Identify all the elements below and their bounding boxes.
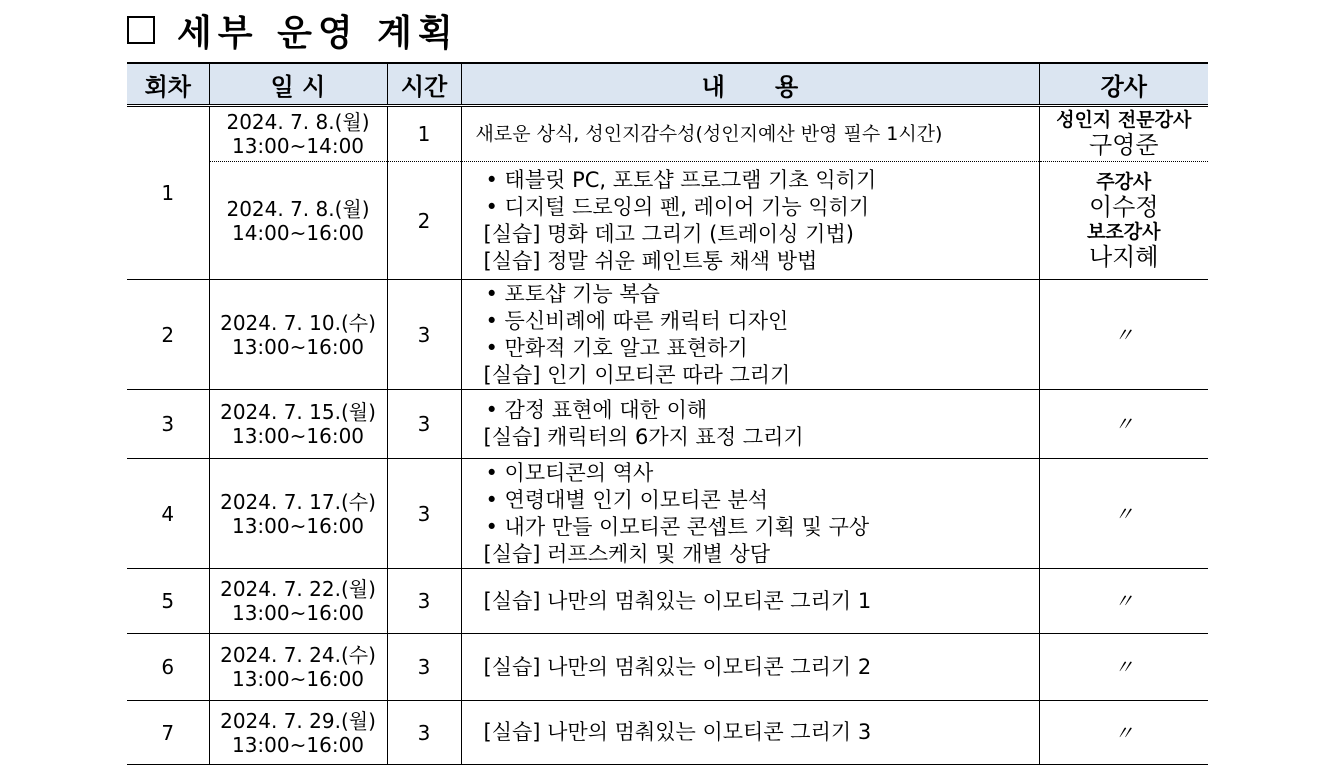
page-title bbox=[127, 8, 459, 52]
hours-cell: 3 bbox=[387, 280, 461, 390]
round-cell: 4 bbox=[127, 459, 209, 569]
round-cell: 6 bbox=[127, 634, 209, 701]
hours-cell: 3 bbox=[387, 390, 461, 459]
date-text: 2024. 7. 8.(월) bbox=[226, 110, 370, 134]
content-cell bbox=[461, 390, 1039, 459]
content-line: • 내가 만들 이모티콘 콘셉트 기획 및 구상 bbox=[485, 514, 870, 539]
time-text: 14:00~16:00 bbox=[231, 220, 365, 245]
datetime-cell bbox=[209, 162, 387, 280]
content-line: 새로운 상식, 성인지감수성(성인지예산 반영 필수 1시간) bbox=[475, 122, 943, 145]
content-line: • 이모티콘의 역사 bbox=[485, 460, 654, 485]
hours-cell: 1 bbox=[387, 106, 461, 162]
time-text: 13:00~16:00 bbox=[231, 601, 365, 625]
content-cell bbox=[461, 162, 1039, 280]
content-line: [실습] 나만의 멈춰있는 이모티콘 그리기 3 bbox=[483, 720, 872, 744]
schedule-table bbox=[127, 62, 1208, 765]
time-text: 13:00~16:00 bbox=[231, 667, 365, 691]
datetime-cell bbox=[209, 634, 387, 701]
date-text: 2024. 7. 24.(수) bbox=[220, 643, 376, 667]
content-line: • 디지털 드로잉의 펜, 레이어 기능 익히기 bbox=[485, 194, 870, 219]
instructor-ditto: 〃 bbox=[1039, 701, 1208, 765]
content-line: • 등신비례에 따른 캐릭터 디자인 bbox=[485, 308, 789, 333]
content-line: • 감정 표현에 대한 이해 bbox=[485, 398, 708, 422]
instructor-ditto: 〃 bbox=[1039, 569, 1208, 634]
hours-cell: 3 bbox=[387, 634, 461, 701]
instructor-role: 주강사 bbox=[1096, 170, 1152, 193]
assistant-role: 보조강사 bbox=[1087, 220, 1161, 243]
instructor-name: 이수정 bbox=[1088, 192, 1159, 221]
instructor-cell bbox=[1039, 162, 1208, 280]
date-text: 2024. 7. 8.(월) bbox=[226, 196, 370, 221]
round-cell: 1 bbox=[127, 106, 209, 280]
hours-cell: 2 bbox=[387, 162, 461, 280]
date-text: 2024. 7. 10.(수) bbox=[220, 310, 376, 335]
content-line: [실습] 인기 이모티콘 따라 그리기 bbox=[483, 362, 791, 387]
round-cell: 5 bbox=[127, 569, 209, 634]
datetime-cell bbox=[209, 701, 387, 765]
datetime-cell bbox=[209, 106, 387, 162]
instructor-role: 성인지 전문강사 bbox=[1056, 109, 1192, 131]
instructor-cell bbox=[1039, 106, 1208, 162]
round-cell: 3 bbox=[127, 390, 209, 459]
hours-cell: 3 bbox=[387, 701, 461, 765]
content-line: [실습] 명화 데고 그리기 (트레이싱 기법) bbox=[483, 221, 854, 246]
header-instructor: 강사 bbox=[1039, 63, 1208, 106]
time-text: 13:00~16:00 bbox=[231, 513, 365, 538]
datetime-cell bbox=[209, 459, 387, 569]
header-hours: 시간 bbox=[387, 63, 461, 106]
instructor-ditto: 〃 bbox=[1039, 390, 1208, 459]
header-content: 내 용 bbox=[461, 63, 1039, 106]
time-text: 13:00~14:00 bbox=[231, 134, 365, 158]
time-text: 13:00~16:00 bbox=[231, 334, 365, 359]
content-line: [실습] 캐릭터의 6가지 표정 그리기 bbox=[483, 425, 804, 449]
content-line: [실습] 러프스케치 및 개별 상담 bbox=[483, 541, 771, 566]
table-row bbox=[127, 634, 1208, 701]
content-line: [실습] 나만의 멈춰있는 이모티콘 그리기 2 bbox=[483, 654, 872, 679]
table-row bbox=[127, 459, 1208, 569]
assistant-name: 나지혜 bbox=[1088, 242, 1159, 271]
content-line: • 연령대별 인기 이모티콘 분석 bbox=[485, 487, 769, 512]
instructor-ditto: 〃 bbox=[1039, 634, 1208, 701]
checkbox-square-icon bbox=[127, 16, 155, 44]
content-line: • 만화적 기호 알고 표현하기 bbox=[485, 335, 748, 360]
content-line: [실습] 나만의 멈춰있는 이모티콘 그리기 1 bbox=[483, 588, 872, 613]
content-line: • 포토샵 기능 복습 bbox=[485, 281, 660, 306]
date-text: 2024. 7. 15.(월) bbox=[220, 400, 376, 424]
hours-cell: 3 bbox=[387, 459, 461, 569]
hours-cell: 3 bbox=[387, 569, 461, 634]
content-cell bbox=[461, 569, 1039, 634]
date-text: 2024. 7. 22.(월) bbox=[220, 577, 376, 601]
header-round: 회차 bbox=[127, 63, 209, 106]
table-row bbox=[127, 569, 1208, 634]
content-cell bbox=[461, 106, 1039, 162]
page-title-text: 세부 운영 계획 bbox=[177, 12, 459, 54]
instructor-ditto: 〃 bbox=[1039, 459, 1208, 569]
content-cell bbox=[461, 634, 1039, 701]
date-text: 2024. 7. 17.(수) bbox=[220, 489, 376, 514]
instructor-name: 구영준 bbox=[1088, 131, 1159, 159]
table-row bbox=[127, 701, 1208, 765]
content-cell bbox=[461, 459, 1039, 569]
table-row bbox=[127, 390, 1208, 459]
time-text: 13:00~16:00 bbox=[231, 424, 365, 448]
content-cell bbox=[461, 280, 1039, 390]
datetime-cell bbox=[209, 280, 387, 390]
table-row bbox=[127, 106, 1208, 162]
round-cell: 7 bbox=[127, 701, 209, 765]
content-line: • 태블릿 PC, 포토샵 프로그램 기초 익히기 bbox=[485, 167, 877, 192]
header-datetime: 일 시 bbox=[209, 63, 387, 106]
instructor-ditto: 〃 bbox=[1039, 280, 1208, 390]
table-row bbox=[127, 280, 1208, 390]
table-header-row bbox=[127, 63, 1208, 106]
datetime-cell bbox=[209, 390, 387, 459]
content-cell bbox=[461, 701, 1039, 765]
time-text: 13:00~16:00 bbox=[231, 732, 365, 757]
round-cell: 2 bbox=[127, 280, 209, 390]
datetime-cell bbox=[209, 569, 387, 634]
content-line: [실습] 정말 쉬운 페인트통 채색 방법 bbox=[483, 248, 818, 273]
table-row bbox=[127, 162, 1208, 280]
date-text: 2024. 7. 29.(월) bbox=[220, 708, 376, 733]
